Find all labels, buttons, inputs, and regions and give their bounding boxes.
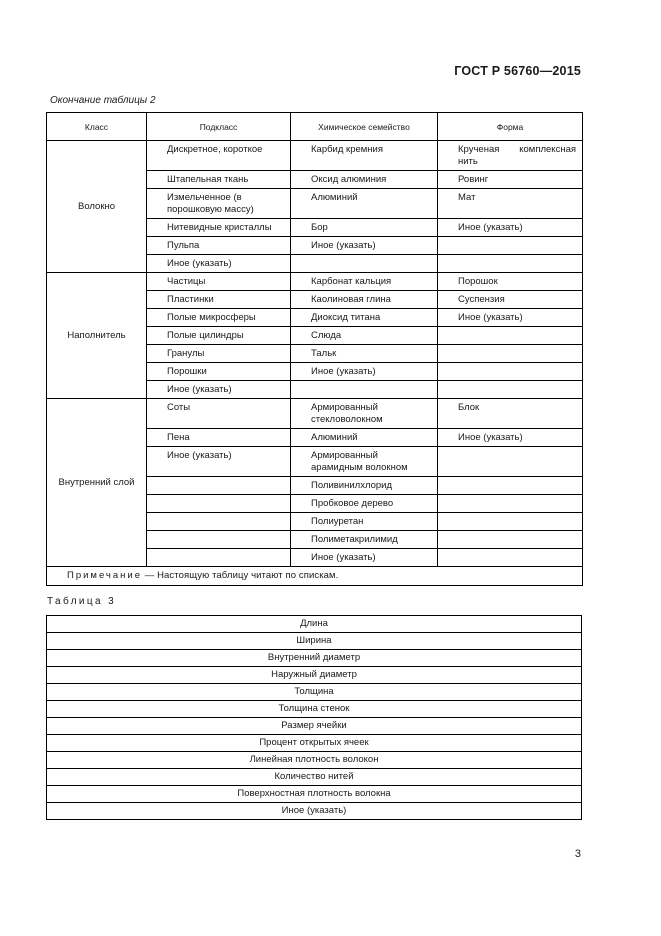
form-cell bbox=[438, 327, 583, 345]
table-row bbox=[47, 735, 582, 752]
subclass-cell: Иное (указать) bbox=[147, 447, 291, 477]
chemical-family-cell: Полиуретан bbox=[291, 513, 438, 531]
form-cell bbox=[438, 513, 583, 531]
parameter-cell: Иное (указать) bbox=[47, 803, 582, 820]
table-row bbox=[47, 786, 582, 803]
table-row bbox=[47, 684, 582, 701]
form-cell: Иное (указать) bbox=[438, 309, 583, 327]
subclass-cell: Штапельная ткань bbox=[147, 171, 291, 189]
form-cell bbox=[438, 477, 583, 495]
subclass-cell: Иное (указать) bbox=[147, 381, 291, 399]
parameter-cell: Линейная плотность волокон bbox=[47, 752, 582, 769]
table-note bbox=[47, 567, 583, 586]
chemical-family-cell: Полиметакрилимид bbox=[291, 531, 438, 549]
table-row bbox=[47, 633, 582, 650]
subclass-cell bbox=[147, 477, 291, 495]
chemical-family-cell: Бор bbox=[291, 219, 438, 237]
table-row bbox=[47, 752, 582, 769]
note-row bbox=[47, 567, 583, 586]
chemical-family-cell: Иное (указать) bbox=[291, 237, 438, 255]
note-text: — Настоящую таблицу читают по спискам. bbox=[142, 570, 339, 581]
chemical-family-cell: Слюда bbox=[291, 327, 438, 345]
subclass-cell: Иное (указать) bbox=[147, 255, 291, 273]
parameters-table bbox=[46, 615, 582, 820]
subclass-cell bbox=[147, 495, 291, 513]
subclass-cell: Частицы bbox=[147, 273, 291, 291]
subclass-cell: Измельченное (в порошковую массу) bbox=[147, 189, 291, 219]
page-number: 3 bbox=[574, 848, 581, 860]
chemical-family-cell: Карбонат кальция bbox=[291, 273, 438, 291]
form-cell bbox=[438, 363, 583, 381]
form-cell bbox=[438, 237, 583, 255]
parameter-cell: Поверхностная плотность волокна bbox=[47, 786, 582, 803]
parameter-cell: Размер ячейки bbox=[47, 718, 582, 735]
subclass-cell bbox=[147, 549, 291, 567]
parameter-cell: Толщина bbox=[47, 684, 582, 701]
chemical-family-cell: Оксид алюминия bbox=[291, 171, 438, 189]
table-row bbox=[47, 650, 582, 667]
form-cell: Порошок bbox=[438, 273, 583, 291]
chemical-family-cell: Диоксид титана bbox=[291, 309, 438, 327]
class-cell: Наполнитель bbox=[47, 273, 147, 399]
class-cell: Внутренний слой bbox=[47, 399, 147, 567]
classification-table bbox=[46, 112, 583, 586]
form-cell: Блок bbox=[438, 399, 583, 429]
form-cell: Суспензия bbox=[438, 291, 583, 309]
subclass-cell: Пена bbox=[147, 429, 291, 447]
document-code: ГОСТ Р 56760—2015 bbox=[454, 64, 581, 78]
form-cell: Мат bbox=[438, 189, 583, 219]
chemical-family-cell: Каолиновая глина bbox=[291, 291, 438, 309]
subclass-cell: Полые микросферы bbox=[147, 309, 291, 327]
chemical-family-cell bbox=[291, 255, 438, 273]
form-cell: Иное (указать) bbox=[438, 429, 583, 447]
parameter-cell: Длина bbox=[47, 616, 582, 633]
parameter-cell: Процент открытых ячеек bbox=[47, 735, 582, 752]
table-row bbox=[47, 141, 583, 171]
parameter-cell: Ширина bbox=[47, 633, 582, 650]
subclass-cell: Соты bbox=[147, 399, 291, 429]
subclass-cell bbox=[147, 531, 291, 549]
subclass-cell: Дискретное, короткое bbox=[147, 141, 291, 171]
form-cell: Иное (указать) bbox=[438, 219, 583, 237]
chemical-family-cell: Армированный арамидным волокном bbox=[291, 447, 438, 477]
parameter-cell: Толщина стенок bbox=[47, 701, 582, 718]
chemical-family-cell: Карбид кремния bbox=[291, 141, 438, 171]
form-cell bbox=[438, 495, 583, 513]
form-cell: Крученая комплексная нить bbox=[438, 141, 583, 171]
form-cell bbox=[438, 447, 583, 477]
form-cell bbox=[438, 549, 583, 567]
subclass-cell: Порошки bbox=[147, 363, 291, 381]
chemical-family-cell: Алюминий bbox=[291, 189, 438, 219]
chemical-family-cell: Тальк bbox=[291, 345, 438, 363]
subclass-cell: Пластинки bbox=[147, 291, 291, 309]
subclass-cell: Полые цилиндры bbox=[147, 327, 291, 345]
chemical-family-cell: Иное (указать) bbox=[291, 549, 438, 567]
table-row bbox=[47, 667, 582, 684]
subclass-cell bbox=[147, 513, 291, 531]
form-cell bbox=[438, 345, 583, 363]
subclass-cell: Пульпа bbox=[147, 237, 291, 255]
table-row bbox=[47, 803, 582, 820]
table3-caption: Таблица 3 bbox=[47, 596, 117, 607]
parameter-cell: Внутренний диаметр bbox=[47, 650, 582, 667]
table-row bbox=[47, 769, 582, 786]
column-header-chemical-family: Химическое семейство bbox=[291, 113, 438, 141]
subclass-cell: Гранулы bbox=[147, 345, 291, 363]
table2-caption: Окончание таблицы 2 bbox=[50, 95, 156, 106]
chemical-family-cell: Поливинилхлорид bbox=[291, 477, 438, 495]
chemical-family-cell: Армированный стекловолокном bbox=[291, 399, 438, 429]
subclass-cell: Нитевидные кристаллы bbox=[147, 219, 291, 237]
chemical-family-cell: Иное (указать) bbox=[291, 363, 438, 381]
table-row bbox=[47, 616, 582, 633]
form-cell: Ровинг bbox=[438, 171, 583, 189]
chemical-family-cell: Пробковое дерево bbox=[291, 495, 438, 513]
table-row bbox=[47, 718, 582, 735]
chemical-family-cell bbox=[291, 381, 438, 399]
parameter-cell: Наружный диаметр bbox=[47, 667, 582, 684]
table-header-row bbox=[47, 113, 583, 141]
form-cell bbox=[438, 381, 583, 399]
note-label: Примечание bbox=[67, 570, 142, 581]
class-cell: Волокно bbox=[47, 141, 147, 273]
parameter-cell: Количество нитей bbox=[47, 769, 582, 786]
form-cell bbox=[438, 255, 583, 273]
column-header-subclass: Подкласс bbox=[147, 113, 291, 141]
table-row bbox=[47, 701, 582, 718]
table-row bbox=[47, 399, 583, 429]
form-cell bbox=[438, 531, 583, 549]
chemical-family-cell: Алюминий bbox=[291, 429, 438, 447]
column-header-class: Класс bbox=[47, 113, 147, 141]
column-header-form: Форма bbox=[438, 113, 583, 141]
table-row bbox=[47, 273, 583, 291]
